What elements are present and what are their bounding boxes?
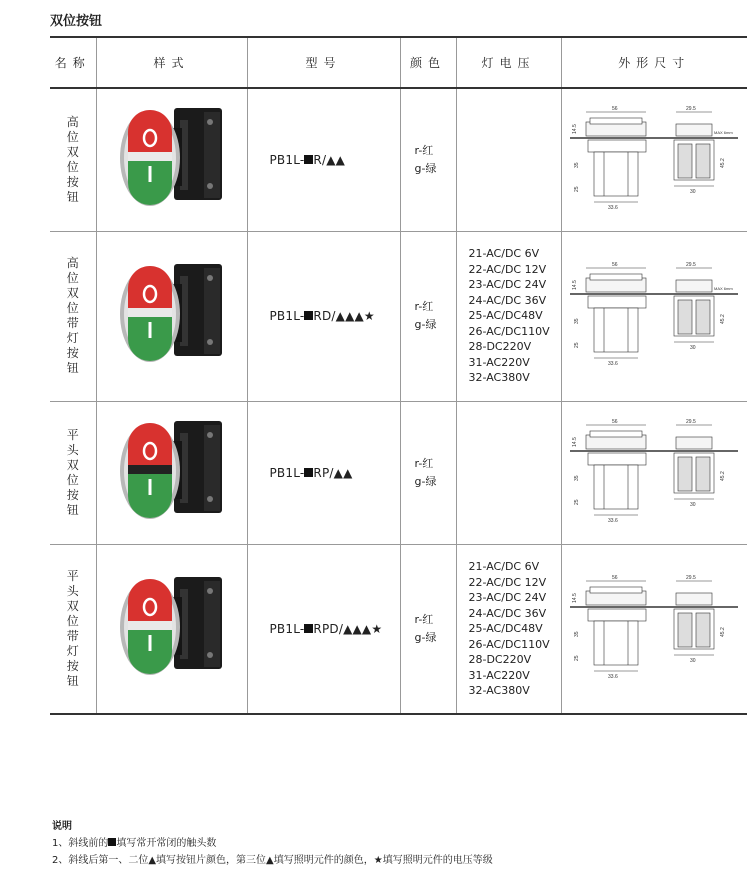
dim-h1-label: 14.5 — [572, 280, 579, 290]
header-row — [50, 37, 747, 88]
table-row — [50, 231, 747, 401]
voltage-cell — [456, 544, 561, 714]
model-suffix: R/▲▲ — [313, 152, 346, 167]
color-option: g-绿 — [414, 161, 437, 175]
model-prefix: PB1L- — [269, 309, 305, 323]
voltage-option: 24-AC/DC 36V — [468, 606, 547, 620]
voltage-option: 28-DC220V — [468, 340, 532, 354]
color-option: g-绿 — [414, 474, 437, 488]
dim-side-bottom-label: 30 — [690, 657, 696, 664]
dim-h1-label: 14.5 — [572, 593, 579, 603]
header-style: 样式 — [96, 37, 247, 88]
dim-side-label: 29.5 — [686, 105, 696, 112]
dimension-cell — [561, 88, 747, 231]
color-cell — [400, 88, 456, 231]
voltage-option: 26-AC/DC110V — [468, 324, 550, 338]
dim-h2-label: 35 — [574, 474, 581, 481]
note-1: 1、斜线前的 填写常开常闭的触头数 — [52, 838, 217, 849]
dim-side-label: 29.5 — [686, 418, 696, 425]
color-option: r-红 — [414, 300, 434, 313]
voltage-option: 23-AC/DC 24V — [468, 591, 547, 604]
dim-side-bottom-label: 30 — [690, 345, 696, 351]
product-image-cell — [96, 88, 247, 231]
product-image-cell — [96, 401, 247, 544]
button-photo — [112, 411, 232, 531]
product-image-cell — [96, 544, 247, 714]
button-photo — [112, 567, 232, 687]
color-option: g-绿 — [414, 318, 437, 331]
dim-side-bottom-label: 30 — [690, 188, 696, 195]
product-image-cell — [96, 231, 247, 401]
color-option: r-红 — [414, 143, 434, 157]
button-photo — [112, 254, 232, 374]
dim-side-height-label: 45.2 — [720, 627, 727, 637]
dimension-drawing — [564, 411, 744, 531]
voltage-cell — [456, 88, 561, 231]
color-option: r-红 — [414, 612, 434, 626]
dim-width-label: 56 — [612, 574, 618, 581]
dim-h1-label: 14.5 — [572, 436, 579, 447]
model-cell — [247, 88, 400, 231]
model-suffix: RD/▲▲▲★ — [313, 309, 375, 323]
voltage-option: 21-AC/DC 6V — [468, 247, 540, 261]
voltage-option: 32-AC380V — [468, 371, 530, 385]
color-cell — [400, 231, 456, 401]
model-prefix: PB1L- — [269, 621, 305, 636]
header-voltage: 灯电压 — [456, 37, 561, 88]
voltage-option: 23-AC/DC 24V — [468, 278, 547, 292]
dim-width-label: 56 — [612, 105, 618, 112]
dim-width-label: 56 — [612, 418, 618, 425]
color-cell — [400, 401, 456, 544]
model-suffix: RP/▲▲ — [313, 465, 353, 480]
voltage-option: 25-AC/DC48V — [468, 309, 543, 323]
dim-side-label: 29.5 — [686, 262, 696, 268]
product-name-cell — [50, 401, 96, 544]
note-2: 2、斜线后第一、二位▲填写按钮片颜色，第三位▲填写照明元件的颜色，★填写照明元件的电压等级 — [52, 855, 493, 866]
voltage-option: 21-AC/DC 6V — [468, 560, 540, 573]
dim-side-height-label: 45.2 — [720, 158, 727, 168]
dim-side-label: 29.5 — [686, 574, 696, 581]
dim-h3-label: 25 — [574, 498, 581, 505]
dim-bottom-label: 33.6 — [608, 361, 618, 367]
header-dimensions: 外形尺寸 — [561, 37, 747, 88]
header-color: 颜色 — [400, 37, 456, 88]
color-cell — [400, 544, 456, 714]
product-name-cell — [50, 544, 96, 714]
model-cell — [247, 544, 400, 714]
model-suffix: RPD/▲▲▲★ — [313, 621, 383, 636]
dim-h2-label: 35 — [574, 318, 581, 324]
voltage-option: 32-AC380V — [468, 684, 530, 697]
model-cell — [247, 231, 400, 401]
page-title: 双位按钮 — [50, 14, 103, 29]
voltage-option: 31-AC220V — [468, 668, 530, 682]
product-name: 平头双位带灯按钮 — [66, 568, 79, 688]
header-name: 名称 — [50, 37, 96, 88]
dim-bottom-label: 33.6 — [608, 204, 618, 211]
dimension-drawing — [564, 254, 744, 374]
dim-h3-label: 25 — [574, 655, 581, 661]
dim-side-height-label: 45.2 — [720, 470, 727, 481]
product-name: 平头双位按钮 — [66, 427, 79, 517]
dim-width-label: 56 — [612, 262, 618, 268]
dim-side-height-label: 45.2 — [720, 314, 727, 324]
dim-h2-label: 35 — [574, 162, 581, 168]
dimension-cell — [561, 401, 747, 544]
voltage-cell — [456, 231, 561, 401]
table-row — [50, 401, 747, 544]
voltage-option: 24-AC/DC 36V — [468, 293, 547, 307]
color-option: r-红 — [414, 456, 434, 470]
header-model: 型号 — [247, 37, 400, 88]
voltage-cell — [456, 401, 561, 544]
dimension-cell — [561, 231, 747, 401]
dim-bottom-label: 33.6 — [608, 673, 618, 680]
dim-side-bottom-label: 30 — [690, 501, 696, 508]
dim-h3-label: 25 — [574, 342, 581, 348]
dimension-cell — [561, 544, 747, 714]
voltage-option: 25-AC/DC48V — [468, 622, 543, 635]
notes — [52, 818, 493, 869]
product-name: 高位双位带灯按钮 — [66, 256, 79, 375]
dim-max-label: MAX 6mm — [714, 129, 733, 135]
dimension-drawing — [564, 98, 744, 218]
product-name-cell — [50, 231, 96, 401]
table-row — [50, 88, 747, 231]
table-row — [50, 544, 747, 714]
voltage-option: 26-AC/DC110V — [468, 637, 550, 651]
product-name-cell — [50, 88, 96, 231]
model-cell — [247, 401, 400, 544]
dim-bottom-label: 33.6 — [608, 517, 618, 524]
spec-table — [50, 36, 747, 715]
dim-h3-label: 25 — [574, 186, 581, 192]
dim-h1-label: 14.5 — [572, 124, 579, 134]
voltage-option: 22-AC/DC 12V — [468, 262, 547, 276]
dim-h2-label: 35 — [574, 631, 581, 637]
voltage-option: 22-AC/DC 12V — [468, 575, 547, 589]
dim-max-label: MAX 6mm — [714, 286, 733, 291]
model-prefix: PB1L- — [269, 152, 305, 167]
model-prefix: PB1L- — [269, 465, 305, 480]
color-option: g-绿 — [414, 630, 437, 644]
dimension-drawing — [564, 567, 744, 687]
product-name: 高位双位按钮 — [66, 114, 79, 204]
button-photo — [112, 98, 232, 218]
voltage-option: 28-DC220V — [468, 653, 532, 666]
voltage-option: 31-AC220V — [468, 355, 530, 369]
notes-title: 说明 — [52, 821, 72, 832]
